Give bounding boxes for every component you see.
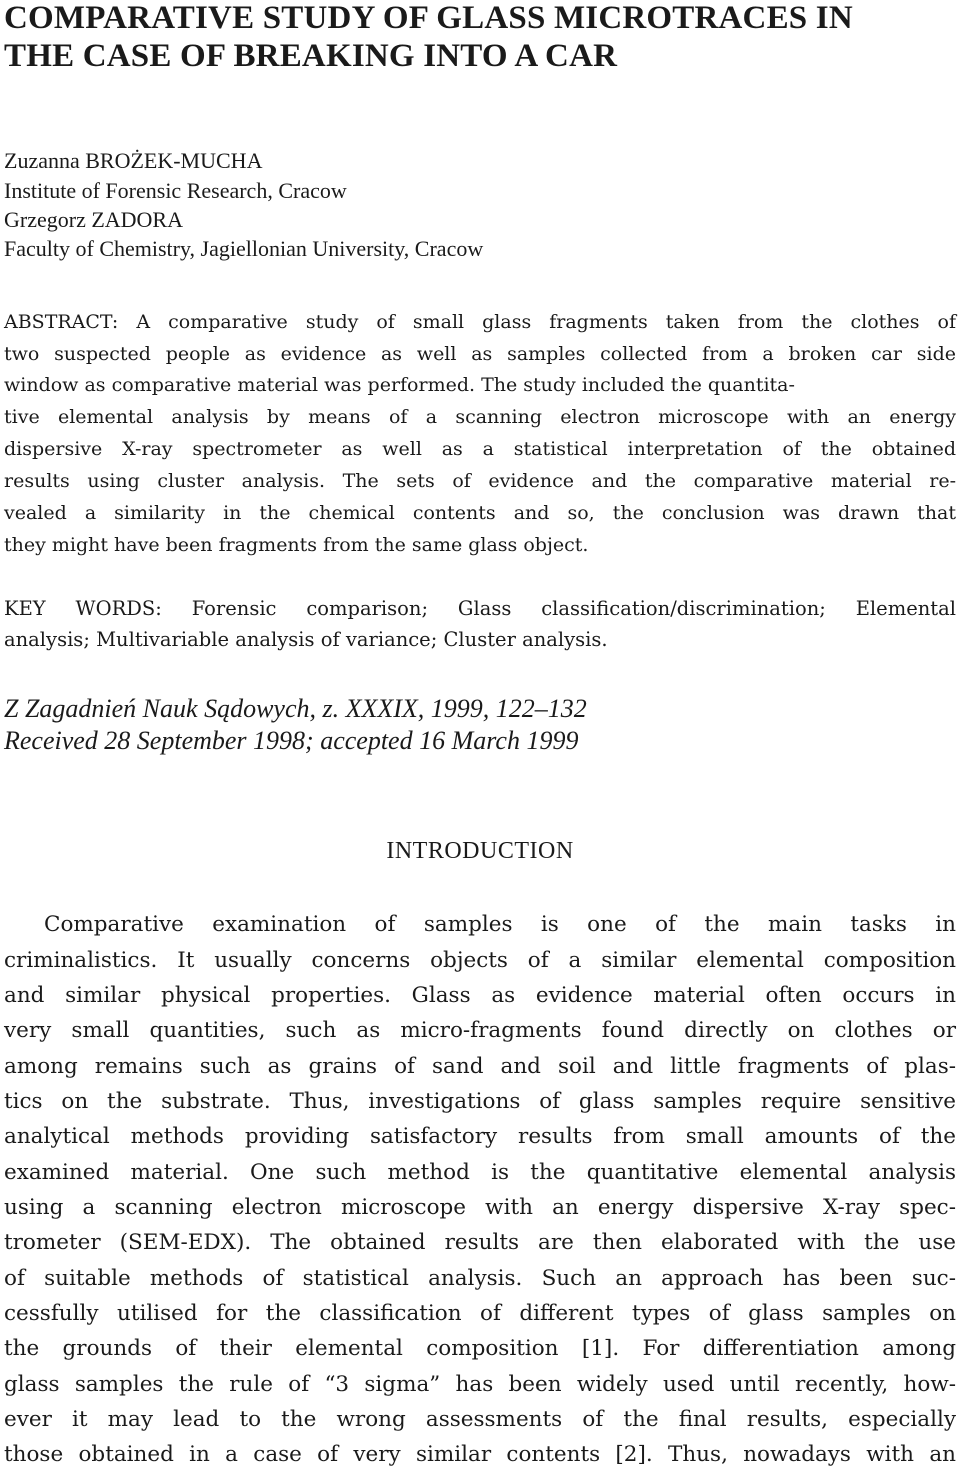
intro-line: and similar physical properties. Glass as evidence material often occurs in — [4, 983, 956, 1008]
author-affiliation-1: Institute of Forensic Research, Cracow — [4, 178, 347, 203]
received-accepted-dates: Received 28 September 1998; accepted 16 March 1999 — [4, 726, 579, 755]
intro-line: among remains such as grains of sand and soil and little fragments of plas- — [4, 1054, 956, 1079]
intro-line: tics on the substrate. Thus, investigations of glass samples require sensitive — [4, 1089, 956, 1114]
paper-title-line-2: THE CASE OF BREAKING INTO A CAR — [4, 38, 618, 74]
intro-line: ever it may lead to the wrong assessments of the final results, especially — [4, 1407, 956, 1432]
intro-line: very small quantities, such as micro-fragments found directly on clothes or — [4, 1018, 956, 1043]
keywords-line: KEY WORDS: Forensic comparison; Glass classification/discrimination; Elemental — [4, 597, 956, 620]
intro-line: using a scanning electron microscope with an energy dispersive X-ray spec- — [4, 1195, 956, 1220]
abstract-line: window as comparative material was performed. The study included the quantita- — [4, 374, 795, 396]
intro-line: the grounds of their elemental composition [1]. For differentiation among — [4, 1336, 956, 1361]
author-affiliation-2: Faculty of Chemistry, Jagiellonian University, Cracow — [4, 236, 484, 261]
author-name-2: Grzegorz ZADORA — [4, 207, 183, 232]
journal-citation: Z Zagadnień Nauk Sądowych, z. XXXIX, 1999, 122–132 — [4, 694, 587, 723]
intro-line: glass samples the rule of “3 sigma” has been widely used until recently, how- — [4, 1372, 956, 1397]
intro-line: examined material. One such method is the quantitative elemental analysis — [4, 1160, 956, 1185]
keywords-line: analysis; Multivariable analysis of variance; Cluster analysis. — [4, 628, 608, 651]
author-name-1: Zuzanna BROŻEK-MUCHA — [4, 148, 263, 173]
intro-line: criminalistics. It usually concerns objects of a similar elemental composition — [4, 948, 956, 973]
intro-line: Comparative examination of samples is one of the main tasks in — [44, 912, 956, 937]
abstract-line: vealed a similarity in the chemical contents and so, the conclusion was drawn that — [4, 502, 956, 524]
abstract-line: ABSTRACT: A comparative study of small glass fragments taken from the clothes of — [4, 311, 956, 333]
section-heading-introduction: INTRODUCTION — [386, 838, 574, 864]
abstract-line: results using cluster analysis. The sets of evidence and the comparative material re- — [4, 470, 956, 492]
intro-line: of suitable methods of statistical analysis. Such an approach has been suc- — [4, 1266, 956, 1291]
intro-line: trometer (SEM-EDX). The obtained results are then elaborated with the use — [4, 1230, 956, 1255]
intro-line: cessfully utilised for the classification of different types of glass samples on — [4, 1301, 956, 1326]
abstract-line: they might have been fragments from the same glass object. — [4, 534, 589, 556]
abstract-line: tive elemental analysis by means of a scanning electron microscope with an energy — [4, 406, 956, 428]
paper-title-line-1: COMPARATIVE STUDY OF GLASS MICROTRACES IN — [4, 0, 853, 36]
abstract-line: two suspected people as evidence as well as samples collected from a broken car side — [4, 343, 956, 365]
intro-line: analytical methods providing satisfactory results from small amounts of the — [4, 1124, 956, 1149]
intro-line: those obtained in a case of very similar contents [2]. Thus, nowadays with an — [4, 1442, 956, 1467]
abstract-line: dispersive X-ray spectrometer as well as a statistical interpretation of the obtained — [4, 438, 956, 460]
